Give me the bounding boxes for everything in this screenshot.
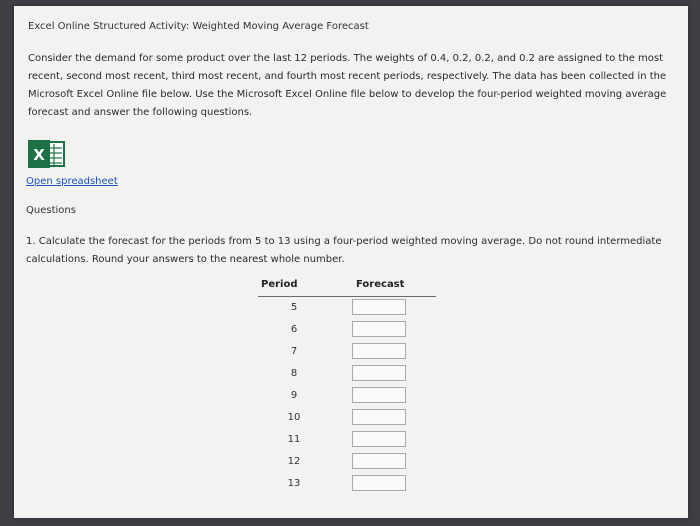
forecast-input-period-11[interactable] (352, 431, 406, 447)
table-row (258, 297, 436, 319)
forecast-input-period-13[interactable] (352, 475, 406, 491)
period-cell: 9 (290, 390, 298, 401)
page-title: Excel Online Structured Activity: Weighted Moving Average Forecast (28, 21, 369, 32)
forecast-input-period-8[interactable] (352, 365, 406, 381)
forecast-input-period-9[interactable] (352, 387, 406, 403)
table-row (258, 319, 436, 341)
activity-page (14, 6, 688, 518)
period-cell: 13 (287, 478, 301, 489)
questions-heading: Questions (26, 205, 76, 216)
period-cell: 10 (287, 412, 301, 423)
period-cell: 6 (290, 324, 298, 335)
excel-icon[interactable] (26, 139, 68, 169)
question-1-text: 1. Calculate the forecast for the periods from 5 to 13 using a four-period weighted moving average. Do not round intermediate calculations. Round your answers to the nearest whole number. (26, 236, 662, 265)
period-cell: 11 (287, 434, 301, 445)
forecast-column-header: Forecast (356, 279, 405, 290)
table-row (258, 451, 436, 473)
table-header (258, 276, 436, 297)
forecast-input-period-6[interactable] (352, 321, 406, 337)
period-cell: 7 (290, 346, 298, 357)
open-spreadsheet-link[interactable]: Open spreadsheet (26, 176, 118, 187)
period-cell: 12 (287, 456, 301, 467)
table-row (258, 385, 436, 407)
table-row (258, 407, 436, 429)
period-column-header: Period (261, 279, 298, 290)
table-row (258, 341, 436, 363)
intro-paragraph: Consider the demand for some product over the last 12 periods. The weights of 0.4, 0.2, 0.2, and 0.2 are assigned to the most recent, second most recent, third most recent, and fourth most recent periods, respectively. The data has been collected in the Microsoft Excel Online file below. Use the Microsoft Excel Online file below to develop the four-period weighted moving average forecast and answer the following questions. (28, 53, 667, 118)
forecast-table (258, 276, 436, 495)
forecast-input-period-10[interactable] (352, 409, 406, 425)
table-row (258, 429, 436, 451)
forecast-input-period-5[interactable] (352, 299, 406, 315)
forecast-input-period-7[interactable] (352, 343, 406, 359)
period-cell: 5 (290, 302, 298, 313)
table-row (258, 473, 436, 495)
excel-icon-letter: X (33, 146, 45, 164)
table-row (258, 363, 436, 385)
forecast-input-period-12[interactable] (352, 453, 406, 469)
period-cell: 8 (290, 368, 298, 379)
